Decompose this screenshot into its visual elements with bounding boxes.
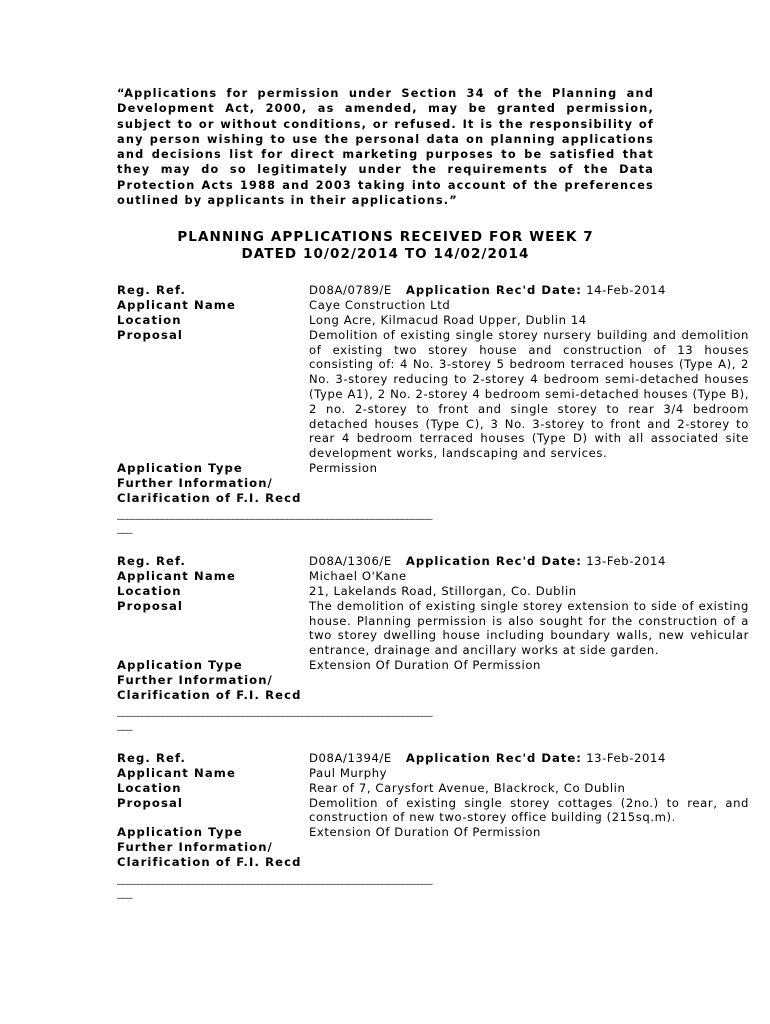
applicant-name-label: Applicant Name xyxy=(117,298,236,313)
recd-date-value: 13-Feb-2014 xyxy=(586,554,666,569)
location-value: Long Acre, Kilmacud Road Upper, Dublin 14 xyxy=(309,312,587,327)
application-type-label: Application Type xyxy=(117,460,243,475)
reg-ref-label: Reg. Ref. xyxy=(117,751,187,766)
applicant-name-value: Caye Construction Ltd xyxy=(309,298,451,313)
clarification-label: Clarification of F.I. Recd xyxy=(117,687,302,702)
recd-date-value: 14-Feb-2014 xyxy=(586,283,666,298)
proposal-value: Demolition of existing single storey cottages (2no.) to rear, and construction of new two-storey office building (215sq.m). xyxy=(309,795,749,825)
location-label: Location xyxy=(117,583,182,598)
separator-line-2: ___ xyxy=(117,885,132,899)
disclaimer-paragraph: “Applications for permission under Section 34 of the Planning and Development Act, 2000, as amended, may be granted permission, subject to or without conditions, or refused. It is the responsibility of any person wishing to use the personal data on planning applications and decisions list for direct marketing purposes to be satisfied that they may do so legitimately under the requirements of the Data Protection Acts 1988 and 2003 taking into account of the preferences outlined by applicants in their applications.” xyxy=(117,87,654,208)
record-separator xyxy=(117,507,652,535)
reg-ref-label: Reg. Ref. xyxy=(117,283,187,298)
application-type-label: Application Type xyxy=(117,825,243,840)
applicant-name-label: Applicant Name xyxy=(117,766,236,781)
separator-line-1: _______________________________________________________________ xyxy=(117,704,432,718)
location-value: Rear of 7, Carysfort Avenue, Blackrock, Co Dublin xyxy=(309,780,626,795)
application-record xyxy=(117,283,749,535)
separator-line-2: ___ xyxy=(117,718,132,732)
application-record xyxy=(117,751,749,899)
separator-line-1: _______________________________________________________________ xyxy=(117,507,432,521)
heading-line-1: PLANNING APPLICATIONS RECEIVED FOR WEEK 7 xyxy=(177,229,594,246)
applicant-name-value: Michael O'Kane xyxy=(309,569,407,584)
proposal-value: The demolition of existing single storey extension to side of existing house. Planning permission is also sought for the construction of a two storey dwelling house including boundary walls, new vehicular entrance, drainage and ancillary works at side garden. xyxy=(309,598,749,658)
proposal-label: Proposal xyxy=(117,795,183,810)
heading-line-2: DATED 10/02/2014 TO 14/02/2014 xyxy=(241,246,530,263)
recd-date-label: Application Rec'd Date: xyxy=(405,554,582,569)
recd-date-value: 13-Feb-2014 xyxy=(586,751,666,766)
application-record xyxy=(117,554,749,732)
application-type-label: Application Type xyxy=(117,657,243,672)
application-type-value: Extension Of Duration Of Permission xyxy=(309,657,541,672)
separator-line-2: ___ xyxy=(117,521,132,535)
proposal-label: Proposal xyxy=(117,598,183,613)
record-separator xyxy=(117,704,652,732)
reg-ref-value: D08A/0789/E xyxy=(309,283,392,298)
separator-line-1: _______________________________________________________________ xyxy=(117,871,432,885)
recd-date-label: Application Rec'd Date: xyxy=(405,283,582,298)
recd-date-label: Application Rec'd Date: xyxy=(405,751,582,766)
applicant-name-label: Applicant Name xyxy=(117,569,236,584)
clarification-label: Clarification of F.I. Recd xyxy=(117,854,302,869)
application-type-value: Permission xyxy=(309,460,378,475)
location-label: Location xyxy=(117,780,182,795)
proposal-label: Proposal xyxy=(117,327,183,342)
further-info-label: Further Information/ xyxy=(117,840,273,855)
applicant-name-value: Paul Murphy xyxy=(309,766,388,781)
reg-ref-label: Reg. Ref. xyxy=(117,554,187,569)
location-label: Location xyxy=(117,312,182,327)
further-info-label: Further Information/ xyxy=(117,672,273,687)
clarification-label: Clarification of F.I. Recd xyxy=(117,490,302,505)
location-value: 21, Lakelands Road, Stillorgan, Co. Dublin xyxy=(309,583,577,598)
reg-ref-value: D08A/1394/E xyxy=(309,751,392,766)
record-separator xyxy=(117,872,652,900)
further-info-label: Further Information/ xyxy=(117,475,273,490)
page-heading xyxy=(117,229,654,263)
reg-ref-value: D08A/1306/E xyxy=(309,554,392,569)
document-page xyxy=(117,86,749,900)
application-type-value: Extension Of Duration Of Permission xyxy=(309,825,541,840)
proposal-value: Demolition of existing single storey nursery building and demolition of existing two storey house and construction of 13 houses consisting of: 4 No. 3-storey 5 bedroom terraced houses (Type A), 2 No. 3-storey reducing to 2-storey 4 bedroom semi-detached houses (Type A1), 2 No. 2-storey 4 bedroom semi-detached houses (Type B), 2 no. 2-storey to front and single storey to rear 3/4 bedroom detached houses (Type C), 3 No. 3-storey to front and 2-storey to rear 4 bedroom terraced houses (Type D) with all associated site development works, landscaping and services. xyxy=(309,327,749,461)
